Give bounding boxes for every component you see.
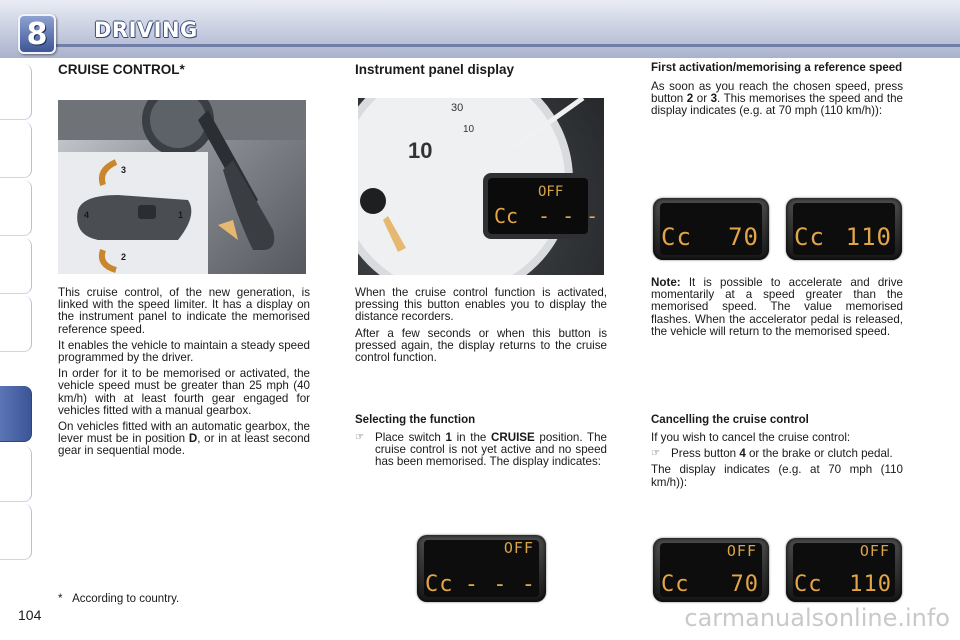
display-cc-110 — [786, 198, 902, 260]
photo-label-4: 4 — [84, 210, 90, 220]
selecting-section — [355, 414, 607, 469]
first-activation-text: As soon as you reach the chosen speed, press button 2 or 3. This memorises the speed and the display indicates (e.g. at 70 mph (110 km/h)): — [651, 80, 903, 118]
right-column — [651, 62, 903, 118]
purpose-paragraph: It enables the vehicle to maintain a steady speed programmed by the driver. — [58, 338, 310, 365]
dial-lcd-off: OFF — [538, 184, 564, 200]
chapter-number: 8 — [26, 16, 48, 52]
lcd-cc-text: Cc — [425, 572, 454, 597]
lcd-speed-70: 70 — [728, 223, 759, 251]
lcd-speed-110: 110 — [849, 572, 892, 597]
display-return-paragraph: After a few seconds or when this button is pressed again, the display returns to the cruise control function. — [355, 326, 607, 365]
lcd-speed-70: 70 — [730, 572, 759, 597]
side-tab[interactable] — [0, 446, 32, 502]
instrument-panel-photo — [358, 98, 604, 275]
display-off-110 — [786, 538, 902, 602]
intro-paragraph: This cruise control, of the new generation, is linked with the speed limiter. It has a display on the instrument panel to indicate the memorised reference speed. — [58, 286, 310, 336]
note-paragraph: Note: It is possible to accelerate and drive momentarily at a speed greater than the memorised speed. The value memorised flashes. When the accelerator pedal is released, the vehicle will return to the memorised speed. — [651, 276, 903, 338]
first-activation-heading: First activation/memorising a reference speed — [651, 62, 903, 74]
chapter-badge — [18, 14, 56, 54]
page-number: 104 — [18, 607, 42, 623]
cancel-text: If you wish to cancel the cruise control: — [651, 431, 851, 444]
lcd-cc-text: Cc — [661, 223, 692, 251]
section-heading: CRUISE CONTROL* — [58, 62, 185, 77]
display-off-dashes — [417, 535, 546, 602]
note-section — [651, 277, 903, 338]
lcd-speed-110: 110 — [845, 223, 892, 251]
display-button-paragraph: When the cruise control function is activated, pressing this button enables you to display the distance recorders. — [355, 286, 607, 324]
cancel-bullet-text: Press button 4 or the brake or clutch pedal. — [671, 447, 893, 461]
cancel-bullet — [651, 448, 903, 460]
section-heading: Instrument panel display — [355, 62, 515, 77]
dial-illustration — [358, 98, 604, 275]
pointing-hand-icon: ☞ — [651, 448, 660, 460]
pointing-hand-icon: ☞ — [355, 432, 364, 443]
side-tabs — [0, 64, 32, 576]
side-tab[interactable] — [0, 64, 32, 120]
condition-paragraph: In order for it to be memorised or activated, the vehicle speed must be greater than 25 mph (40 km/h) with at least fourth gear engaged for vehicles fitted with a manual gearbox. — [58, 367, 310, 417]
photo-label-1: 1 — [178, 210, 184, 220]
dial-number-30: 30 — [451, 102, 464, 114]
cancel-heading: Cancelling the cruise control — [651, 414, 809, 426]
chapter-title: DRIVING — [94, 18, 198, 42]
dial-number-small-10: 10 — [463, 124, 475, 135]
automatic-gearbox-paragraph: On vehicles fitted with an automatic gearbox, the lever must be in position D, or in at least second gear in sequential mode. — [58, 420, 310, 458]
left-body — [58, 287, 310, 462]
side-tab[interactable] — [0, 238, 32, 294]
dial-number-10: 10 — [408, 138, 433, 163]
display-off-70 — [653, 538, 769, 602]
middle-body — [355, 287, 607, 368]
lcd-off-text: OFF — [503, 539, 534, 557]
header-rule — [54, 44, 960, 47]
cancel-display-text: The display indicates (e.g. at 70 mph (110 km/h)): — [651, 463, 903, 489]
side-tab[interactable] — [0, 180, 32, 236]
watermark: carmanualsonline.info — [684, 604, 950, 632]
lcd-dashes-text: - - - — [464, 572, 536, 597]
side-tab[interactable] — [0, 122, 32, 178]
lcd-cc-text: Cc — [794, 572, 823, 597]
side-tab[interactable] — [0, 296, 32, 352]
stalk-illustration — [58, 100, 306, 274]
selecting-text: Place switch 1 in the CRUISE position. The cruise control is not yet active and no speed has been memorised. The display indicates: — [375, 431, 607, 469]
selecting-bullet — [355, 432, 607, 469]
selecting-heading: Selecting the function — [355, 414, 476, 426]
photo-label-2: 2 — [121, 252, 127, 262]
middle-column — [355, 62, 607, 77]
footnote: * According to country. — [58, 593, 180, 605]
cruise-stalk-photo — [58, 100, 306, 274]
dial-lcd-cc: Cc — [494, 204, 519, 228]
side-tab-active[interactable] — [0, 386, 32, 442]
display-cc-70 — [653, 198, 769, 260]
side-tab[interactable] — [0, 504, 32, 560]
lcd-off-text: OFF — [859, 542, 890, 560]
photo-label-3: 3 — [121, 165, 127, 175]
lcd-off-text: OFF — [726, 542, 757, 560]
lcd-cc-text: Cc — [661, 572, 690, 597]
left-column — [58, 62, 310, 77]
dial-lcd-dashes: - - - — [538, 204, 599, 228]
lcd-cc-text: Cc — [794, 223, 825, 251]
cancel-section — [651, 414, 903, 489]
